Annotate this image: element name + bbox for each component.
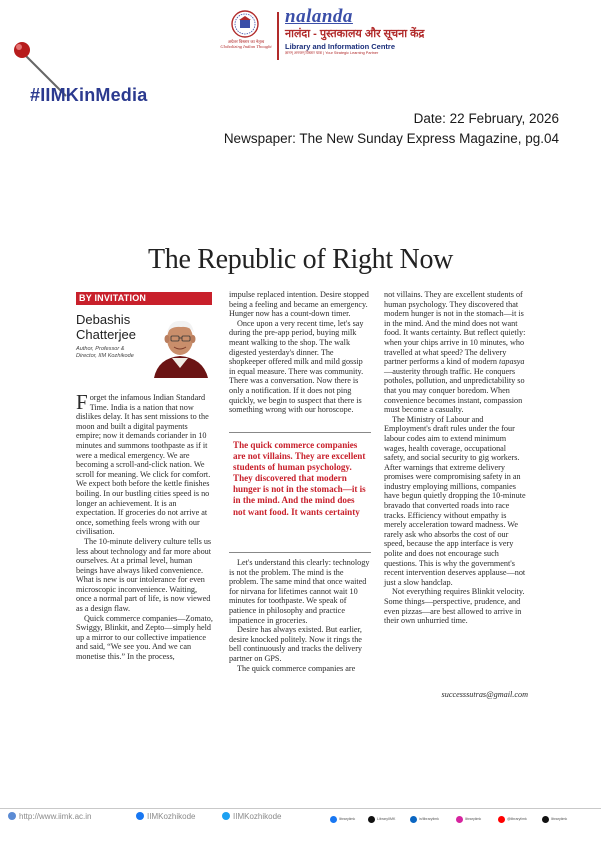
- dropcap: F: [76, 390, 88, 414]
- article-headline: The Republic of Right Now: [147, 244, 454, 275]
- section-label-text: BY INVITATION: [79, 293, 147, 303]
- nalanda-english: Library and Information Centre: [285, 42, 396, 51]
- globe-icon: [8, 812, 16, 820]
- nalanda-tagline: ज्ञानम् अनन्तम् विस्तार यात्रा | Your Strategic Learning Partner: [285, 51, 379, 55]
- social-threads[interactable]: [542, 814, 567, 824]
- twitter-text: IIMKozhikode: [233, 812, 282, 821]
- paragraph: [76, 390, 213, 537]
- instagram-icon: [456, 816, 463, 823]
- paragraph: Let's understand this clearly: technology is not the problem. The mind is the problem. The same mind that once waited for nirvana for lifetimes cannot wait 10 minutes for toothpaste. We speak of patience in philosophy and practice impatience in groceries.: [229, 558, 370, 625]
- article-column-1: [76, 390, 213, 662]
- threads-icon: [542, 816, 549, 823]
- x-icon: [368, 816, 375, 823]
- article-column-3: [384, 290, 528, 626]
- author-last-name: Chatterjee: [76, 327, 136, 342]
- social-label: in/libraryiimk: [419, 817, 439, 821]
- iimk-logo: [215, 10, 275, 60]
- nalanda-title: nalanda: [285, 6, 353, 27]
- iimk-tagline: Globalizing Indian Thought: [220, 44, 272, 49]
- paragraph: [384, 290, 528, 415]
- author-role-line1: Author, Professor &: [76, 346, 125, 352]
- italic-word: tapasya: [499, 357, 525, 367]
- pull-quote-rule: [229, 432, 371, 433]
- author-role: [76, 346, 156, 360]
- social-label: libraryiimk: [339, 817, 356, 821]
- facebook-icon: [136, 812, 144, 820]
- author-first-name: Debashis: [76, 312, 131, 327]
- article-column-2-lower: [229, 558, 371, 673]
- logo-divider: [277, 12, 279, 60]
- facebook-icon: [330, 816, 337, 823]
- website-text: http://www.iimk.ac.in: [19, 812, 92, 821]
- paragraph: Quick commerce companies—Zomato, Swiggy, Blinkit, and Zepto—simply held up a mirror to our collective impatience and said, “We see you. And we can monetise this.” In the process,: [76, 613, 213, 662]
- paragraph-text: not villains. They are excellent students of human psychology. They discovered that modern hunger is not in the stomach—it is in the mind. And the mind does not want food. It wants certainty. But reflect quietly: when your chips arrive in 10 minutes, who travelled at what speed? The delivery partner performs a kind of modern: [384, 290, 526, 367]
- pull-quote-rule: [229, 552, 371, 553]
- facebook-text: IIMKozhikode: [147, 812, 196, 821]
- hashtag: #IIMKinMedia: [30, 85, 148, 105]
- nalanda-logo: [285, 7, 485, 67]
- youtube-icon: [498, 816, 505, 823]
- section-label: [76, 292, 212, 305]
- newspaper-line: Newspaper: The New Sunday Express Magazine, pg.04: [223, 131, 559, 146]
- footer-rule: [0, 808, 601, 809]
- date-line: Date: 22 February, 2026: [413, 111, 559, 126]
- paragraph: The quick commerce companies are: [237, 663, 356, 673]
- paragraph: Not everything requires Blinkit velocity. Some things—perspective, prudence, and even pizzas—are best allowed to arrive in their own unhurried time.: [384, 587, 525, 626]
- paragraph-text: orget the infamous Indian Standard Time. India is a nation that now dislikes delay. It has sent missions to the moon and built a digital payments empire; now it demands coriander in 10 minutes and summons toothpaste as if it were a medical emergency. We are becoming a scroll-and-click nation. We scroll for meaning. We click for comfort. We expect both before the kettle finishes boiling. In our bustling cities speed is no longer an achievement. It is an expectation. If groceries do not arrive at once, something feels wrong with our civilisation.: [76, 393, 211, 537]
- footer-website-link[interactable]: [8, 812, 91, 821]
- paragraph-text: —austerity through traffic. He conquers potholes, pollution, and unpredictability so that you may conquer boredom. When convenience becomes instant, compassion must become a casualty.: [384, 366, 525, 415]
- paragraph: The Ministry of Labour and Employment's draft rules under the four labour codes aim to extend minimum wages, health coverage, occupational safety, and social security to gig workers. After warnings that extreme delivery promises were compromising safety in an industry employing millions, companies have begun quietly dropping the 10-minute bravado that converted roads into race tracks. Efficiency without empathy is merely acceleration toward madness. We rarely ask who absorbs the cost of our speed, because the app interface is very polite and does not encourage such questions. This is why the government's recent intervention deserves applause—not just a slow handclap.: [384, 414, 526, 587]
- social-linkedin[interactable]: [410, 814, 439, 824]
- author-photo: [148, 306, 213, 378]
- social-label: @libraryiimk: [507, 817, 527, 821]
- iimk-hindi-text: अग्रेतर विस्तार का नेतृत्व: [227, 39, 265, 44]
- pull-quote: The quick commerce companies are not villains. They are excellent students of human psychology. They discovered that modern hunger is not in the stomach—it is in the mind. And the mind does not want food. It wants certainty: [233, 440, 366, 517]
- social-instagram[interactable]: [456, 814, 481, 824]
- paragraph: Desire has always existed. But earlier, desire knocked politely. Now it rings the bell continuously and tracks the delivery partner on GPS.: [229, 625, 363, 663]
- paragraph: impulse replaced intention. Desire stopped being a feeling and became an emergency. Hunger now has a count-down timer.: [229, 290, 369, 319]
- social-youtube[interactable]: [498, 814, 527, 824]
- footer-facebook-link[interactable]: [136, 812, 195, 821]
- linkedin-icon: [410, 816, 417, 823]
- social-label: libraryiimk: [551, 817, 568, 821]
- social-facebook[interactable]: [330, 814, 355, 824]
- paragraph: The 10-minute delivery culture tells us less about technology and far more about ourselves. At a primal level, human beings have always liked convenience. What is new is our intolerance for even microscopic inconvenience. Waiting, once a normal part of life, is now viewed as a design flaw.: [76, 536, 212, 614]
- article-column-2: [229, 290, 371, 415]
- author-email: successsutras@gmail.com: [441, 690, 528, 699]
- social-x[interactable]: [368, 814, 395, 824]
- paragraph: Once upon a very recent time, let's say during the pre-app period, buying milk meant walking to the shop. The walk digested yesterday's dinner. The shopkeeper offered milk and mild gossip in equal measure. There was community. There was a conversation. Now there is only a notification. If it does not ping quickly, we begin to suspect that there is something wrong with our horoscope.: [229, 318, 364, 415]
- social-label: LibraryIIMK: [377, 817, 396, 821]
- twitter-icon: [222, 812, 230, 820]
- nalanda-hindi: नालंदा - पुस्तकालय और सूचना केंद्र: [285, 28, 425, 40]
- iimk-emblem-icon: [231, 10, 259, 38]
- footer-twitter-link[interactable]: [222, 812, 281, 821]
- author-role-line2: Director, IIM Kozhikode: [76, 353, 134, 359]
- social-label: libraryiimk: [465, 817, 482, 821]
